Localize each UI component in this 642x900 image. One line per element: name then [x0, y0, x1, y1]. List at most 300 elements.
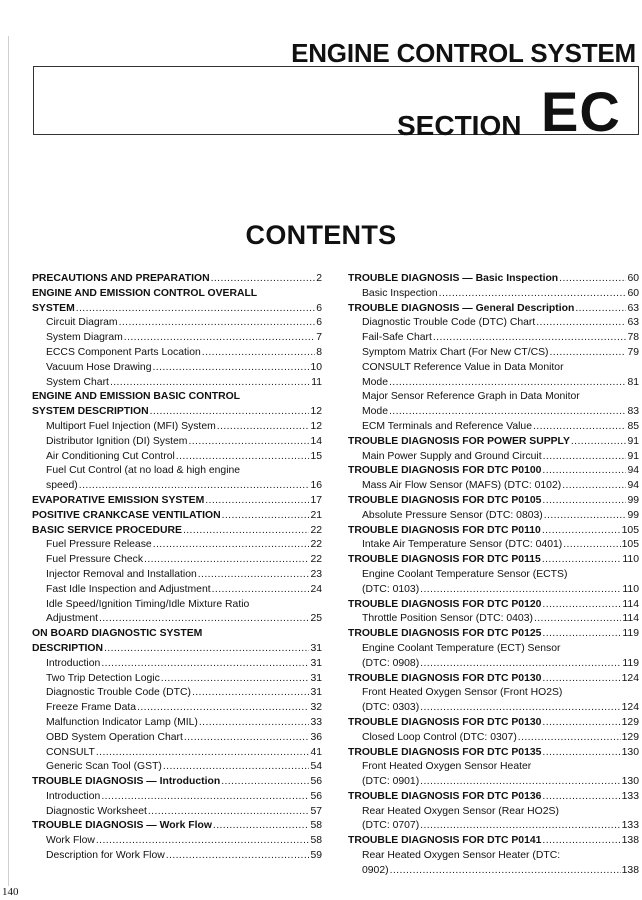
- toc-entry[interactable]: [348, 775, 639, 790]
- toc-entry-page: 99: [627, 494, 639, 506]
- dot-leader: [161, 672, 310, 687]
- toc-entry-title: Diagnostic Trouble Code (DTC) Chart: [362, 317, 536, 329]
- toc-entry[interactable]: [32, 376, 322, 391]
- toc-entry[interactable]: [348, 612, 639, 627]
- dot-leader: [198, 568, 310, 583]
- toc-entry[interactable]: [32, 657, 322, 672]
- toc-entry[interactable]: [32, 494, 322, 509]
- dot-leader: [542, 716, 620, 731]
- toc-entry-title: 0902): [362, 864, 389, 876]
- toc-entry[interactable]: [32, 435, 322, 450]
- toc-entry[interactable]: [348, 494, 639, 509]
- toc-entry[interactable]: [32, 612, 322, 627]
- toc-entry-page: 58: [310, 835, 322, 847]
- toc-entry-page: 133: [621, 820, 639, 832]
- toc-entry-page: 22: [310, 539, 322, 551]
- toc-entry[interactable]: [32, 390, 322, 405]
- toc-entry-title: Work Flow: [46, 835, 95, 847]
- toc-entry-title: Vacuum Hose Drawing: [46, 361, 152, 373]
- toc-entry[interactable]: [32, 405, 322, 420]
- toc-entry-page: 130: [621, 776, 639, 788]
- dot-leader: [542, 627, 621, 642]
- toc-entry-page: 105: [621, 524, 639, 536]
- toc-entry[interactable]: [348, 316, 639, 331]
- toc-entry-page: 91: [627, 450, 639, 462]
- page-number: 140: [2, 886, 19, 898]
- toc-entry-page: 31: [310, 642, 322, 654]
- toc-entry[interactable]: [32, 805, 322, 820]
- toc-entry-page: 41: [310, 746, 322, 758]
- toc-entry-page: 32: [310, 702, 322, 714]
- toc-entry[interactable]: [348, 746, 639, 761]
- toc-entry[interactable]: [348, 598, 639, 613]
- toc-entry[interactable]: [32, 346, 322, 361]
- toc-entry-title: Distributor Ignition (DI) System: [46, 435, 188, 447]
- toc-entry-title: (DTC: 0901): [362, 776, 420, 788]
- toc-entry-title: Malfunction Indicator Lamp (MIL): [46, 716, 198, 728]
- dot-leader: [217, 420, 310, 435]
- contents-heading: CONTENTS: [245, 220, 397, 250]
- toc-entry-title: Symptom Matrix Chart (For New CT/CS): [362, 346, 549, 358]
- dot-leader: [562, 479, 626, 494]
- dot-leader: [148, 805, 310, 820]
- dot-leader: [96, 746, 310, 761]
- toc-entry[interactable]: [348, 657, 639, 672]
- toc-entry-page: 60: [627, 287, 639, 299]
- toc-entry-title: Rear Heated Oxygen Sensor (Rear HO2S): [362, 805, 559, 817]
- dot-leader: [563, 538, 620, 553]
- dot-leader: [420, 657, 621, 672]
- dot-leader: [183, 524, 310, 539]
- toc-entry[interactable]: [348, 553, 639, 568]
- toc-entry-page: 63: [627, 302, 639, 314]
- toc-entry-page: 10: [310, 361, 322, 373]
- toc-entry[interactable]: [348, 272, 639, 287]
- toc-entry[interactable]: [348, 361, 639, 376]
- toc-entry-page: 91: [627, 435, 639, 447]
- toc-entry-title: TROUBLE DIAGNOSIS FOR DTC P0125: [348, 628, 542, 640]
- toc-entry-page: 114: [622, 613, 639, 625]
- dot-leader: [533, 420, 626, 435]
- toc-entry[interactable]: [348, 819, 639, 834]
- toc-entry[interactable]: [32, 420, 322, 435]
- dot-leader: [543, 450, 627, 465]
- dot-leader: [544, 509, 627, 524]
- toc-entry[interactable]: [348, 509, 639, 524]
- dot-leader: [96, 834, 310, 849]
- toc-entry-title: ENGINE AND EMISSION BASIC CONTROL: [32, 391, 241, 403]
- toc-entry[interactable]: [32, 716, 322, 731]
- toc-entry-page: 12: [310, 420, 322, 432]
- toc-entry-title: Absolute Pressure Sensor (DTC: 0803): [362, 509, 543, 521]
- toc-entry[interactable]: [348, 479, 639, 494]
- toc-entry-title: Mode: [362, 376, 388, 388]
- toc-entry-title: TROUBLE DIAGNOSIS FOR DTC P0105: [348, 494, 542, 506]
- toc-entry-title: Introduction: [46, 790, 101, 802]
- dot-leader: [390, 864, 621, 879]
- dot-leader: [153, 361, 310, 376]
- toc-entry-page: 25: [310, 613, 322, 625]
- toc-entry-page: 133: [621, 790, 639, 802]
- dot-leader: [518, 731, 621, 746]
- dot-leader: [542, 598, 621, 613]
- dot-leader: [184, 731, 310, 746]
- toc-entry[interactable]: [32, 464, 322, 479]
- toc-entry-title: TROUBLE DIAGNOSIS FOR DTC P0136: [348, 790, 542, 802]
- toc-entry[interactable]: [32, 627, 322, 642]
- toc-entry[interactable]: [348, 864, 639, 879]
- toc-entry-page: 124: [621, 672, 639, 684]
- toc-entry-title: Rear Heated Oxygen Sensor Heater (DTC:: [362, 850, 561, 862]
- toc-entry-page: 6: [316, 317, 322, 329]
- toc-entry[interactable]: [348, 420, 639, 435]
- dot-leader: [420, 583, 621, 598]
- toc-entry[interactable]: [32, 361, 322, 376]
- toc-entry-page: 124: [621, 702, 639, 714]
- toc-entry-title: Two Trip Detection Logic: [46, 672, 160, 684]
- toc-entry[interactable]: [32, 731, 322, 746]
- toc-entry-page: 31: [310, 687, 322, 699]
- toc-entry-title: Fuel Pressure Release: [46, 539, 152, 551]
- toc-entry-title: (DTC: 0303): [362, 702, 420, 714]
- toc-entry-page: 94: [627, 465, 639, 477]
- toc-entry[interactable]: [32, 583, 322, 598]
- toc-entry[interactable]: [348, 464, 639, 479]
- toc-entry[interactable]: [32, 316, 322, 331]
- dot-leader: [420, 701, 620, 716]
- toc-entry-title: Mass Air Flow Sensor (MAFS) (DTC: 0102): [362, 480, 562, 492]
- toc-entry-page: 17: [310, 494, 322, 506]
- toc-entry[interactable]: [348, 435, 639, 450]
- toc-entry-page: 114: [622, 598, 639, 610]
- dot-leader: [110, 376, 310, 391]
- dot-leader: [101, 657, 309, 672]
- dot-leader: [176, 450, 310, 465]
- dot-leader: [222, 509, 310, 524]
- toc-entry-title: Adjustment: [46, 613, 98, 625]
- dot-leader: [221, 775, 309, 790]
- toc-entry-title: TROUBLE DIAGNOSIS FOR DTC P0130: [348, 716, 542, 728]
- toc-entry-page: 63: [627, 317, 639, 329]
- toc-entry-page: 138: [621, 864, 639, 876]
- toc-entry-page: 60: [627, 273, 639, 284]
- dot-leader: [212, 583, 310, 598]
- toc-entry-title: TROUBLE DIAGNOSIS FOR DTC P0115: [348, 554, 541, 566]
- toc-entry-page: 22: [310, 524, 322, 536]
- toc-entry-page: 21: [310, 509, 322, 521]
- dot-leader: [542, 553, 622, 568]
- toc-entry[interactable]: [348, 834, 639, 849]
- dot-leader: [188, 435, 309, 450]
- toc-entry-title: Major Sensor Reference Graph in Data Monitor: [362, 391, 580, 403]
- toc-entry-title: Closed Loop Control (DTC: 0307): [362, 731, 517, 743]
- toc-entry-title: Fuel Pressure Check: [46, 554, 144, 566]
- toc-entry[interactable]: [348, 583, 639, 598]
- toc-entry-page: 83: [627, 406, 639, 418]
- toc-entry[interactable]: [32, 509, 322, 524]
- toc-entry-title: TROUBLE DIAGNOSIS — General Description: [348, 302, 575, 314]
- toc-entry-title: TROUBLE DIAGNOSIS FOR POWER SUPPLY: [348, 435, 570, 447]
- toc-entry-title: System Diagram: [46, 332, 123, 344]
- toc-entry[interactable]: [348, 790, 639, 805]
- toc-entry[interactable]: [348, 287, 639, 302]
- dot-leader: [542, 524, 621, 539]
- toc-entry-title: Air Conditioning Cut Control: [46, 450, 175, 462]
- toc-entry-page: 110: [622, 583, 639, 595]
- dot-leader: [549, 346, 626, 361]
- toc-entry-title: CONSULT: [46, 746, 95, 758]
- dot-leader: [439, 287, 627, 302]
- dot-leader: [542, 834, 620, 849]
- toc-right-column: [348, 272, 639, 879]
- toc-entry-title: TROUBLE DIAGNOSIS — Introduction: [32, 776, 221, 788]
- toc-entry-title: (DTC: 0908): [362, 657, 420, 669]
- dot-leader: [153, 538, 310, 553]
- toc-entry-title: TROUBLE DIAGNOSIS — Work Flow: [32, 820, 212, 832]
- toc-entry-title: Engine Coolant Temperature Sensor (ECTS): [362, 568, 568, 580]
- toc-entry[interactable]: [348, 805, 639, 820]
- toc-entry-title: Throttle Position Sensor (DTC: 0403): [362, 613, 533, 625]
- toc-entry-page: 138: [621, 835, 639, 847]
- dot-leader: [542, 672, 620, 687]
- dot-leader: [542, 494, 626, 509]
- toc-entry-page: 57: [310, 805, 322, 817]
- dot-leader: [559, 272, 626, 287]
- toc-entry-page: 22: [310, 554, 322, 566]
- toc-entry-page: 33: [310, 716, 322, 728]
- toc-entry[interactable]: [32, 287, 322, 302]
- toc-entry-title: (DTC: 0103): [362, 583, 420, 595]
- toc-entry[interactable]: [348, 849, 639, 864]
- toc-entry-title: Fuel Cut Control (at no load & high engine: [46, 465, 241, 477]
- toc-entry-title: ECM Terminals and Reference Value: [362, 420, 532, 432]
- toc-entry-title: PRECAUTIONS AND PREPARATION: [32, 273, 210, 284]
- toc-entry[interactable]: [348, 568, 639, 583]
- toc-entry[interactable]: [348, 376, 639, 391]
- toc-entry-page: 8: [316, 346, 322, 358]
- toc-entry-page: 119: [622, 628, 639, 640]
- toc-entry-page: 129: [621, 716, 639, 728]
- toc-entry-title: Idle Speed/Ignition Timing/Idle Mixture Ratio: [46, 598, 250, 610]
- toc-entry-title: TROUBLE DIAGNOSIS FOR DTC P0120: [348, 598, 542, 610]
- toc-entry[interactable]: [32, 302, 322, 317]
- toc-entry[interactable]: [32, 819, 322, 834]
- dot-leader: [101, 790, 309, 805]
- toc-entry-title: BASIC SERVICE PROCEDURE: [32, 524, 182, 536]
- toc-entry-title: System Chart: [46, 376, 109, 388]
- toc-entry-title: TROUBLE DIAGNOSIS FOR DTC P0135: [348, 746, 542, 758]
- toc-entry-title: ECCS Component Parts Location: [46, 346, 201, 358]
- dot-leader: [542, 790, 620, 805]
- toc-entry-title: OBD System Operation Chart: [46, 731, 183, 743]
- dot-leader: [389, 376, 626, 391]
- toc-entry[interactable]: [348, 760, 639, 775]
- scan-margin-line: [8, 36, 9, 886]
- dot-leader: [542, 746, 620, 761]
- toc-entry-page: 81: [627, 376, 639, 388]
- toc-entry[interactable]: [348, 405, 639, 420]
- toc-entry-title: Basic Inspection: [362, 287, 438, 299]
- toc-entry-title: Description for Work Flow: [46, 850, 165, 862]
- toc-entry-title: speed): [46, 480, 78, 492]
- toc-entry[interactable]: [32, 331, 322, 346]
- toc-entry[interactable]: [32, 272, 322, 287]
- toc-entry-page: 58: [310, 820, 322, 832]
- dot-leader: [542, 464, 626, 479]
- dot-leader: [124, 331, 315, 346]
- dot-leader: [199, 716, 310, 731]
- toc-entry-title: POSITIVE CRANKCASE VENTILATION: [32, 509, 221, 521]
- toc-entry-page: 130: [621, 746, 639, 758]
- dot-leader: [389, 405, 626, 420]
- toc-entry-title: Diagnostic Worksheet: [46, 805, 147, 817]
- toc-entry[interactable]: [32, 849, 322, 864]
- toc-entry-page: 54: [310, 761, 322, 773]
- dot-leader: [137, 701, 309, 716]
- toc-entry-title: DESCRIPTION: [32, 642, 104, 654]
- dot-leader: [163, 760, 310, 775]
- dot-leader: [202, 346, 315, 361]
- toc-entry-title: SYSTEM DESCRIPTION: [32, 406, 149, 418]
- toc-entry[interactable]: [348, 642, 639, 657]
- dot-leader: [192, 686, 309, 701]
- toc-entry-page: 129: [621, 731, 639, 743]
- toc-entry[interactable]: [348, 731, 639, 746]
- dot-leader: [166, 849, 310, 864]
- section-code: EC: [541, 80, 621, 143]
- toc-entry[interactable]: [348, 701, 639, 716]
- toc-entry-page: 94: [627, 480, 639, 492]
- toc-left-column: [32, 272, 322, 864]
- dot-leader: [433, 331, 627, 346]
- toc-entry-title: TROUBLE DIAGNOSIS FOR DTC P0141: [348, 835, 542, 847]
- toc-entry-page: 16: [310, 480, 322, 492]
- toc-entry-title: Diagnostic Trouble Code (DTC): [46, 687, 191, 699]
- toc-entry-title: Multiport Fuel Injection (MFI) System: [46, 420, 216, 432]
- toc-entry-page: 79: [627, 346, 639, 358]
- toc-entry[interactable]: [32, 642, 322, 657]
- toc-entry-title: TROUBLE DIAGNOSIS — Basic Inspection: [348, 273, 559, 284]
- toc-entry[interactable]: [32, 686, 322, 701]
- toc-entry[interactable]: [32, 672, 322, 687]
- toc-entry-title: Fast Idle Inspection and Adjustment: [46, 583, 211, 595]
- toc-entry-page: 99: [627, 509, 639, 521]
- toc-entry-title: TROUBLE DIAGNOSIS FOR DTC P0100: [348, 465, 542, 477]
- toc-entry[interactable]: [348, 331, 639, 346]
- toc-entry[interactable]: [32, 760, 322, 775]
- toc-entry-page: 36: [310, 731, 322, 743]
- toc-entry[interactable]: [348, 524, 639, 539]
- toc-entry[interactable]: [32, 524, 322, 539]
- toc-entry[interactable]: [348, 390, 639, 405]
- toc-entry-page: 15: [310, 450, 322, 462]
- toc-entry-title: Freeze Frame Data: [46, 702, 137, 714]
- toc-entry-title: CONSULT Reference Value in Data Monitor: [362, 361, 564, 373]
- toc-entry-page: 78: [627, 332, 639, 344]
- toc-entry[interactable]: [348, 716, 639, 731]
- toc-entry[interactable]: [348, 686, 639, 701]
- dot-leader: [420, 819, 620, 834]
- toc-entry-title: ENGINE AND EMISSION CONTROL OVERALL: [32, 287, 258, 299]
- toc-entry-page: 31: [310, 657, 322, 669]
- toc-entry[interactable]: [348, 346, 639, 361]
- dot-leader: [76, 302, 315, 317]
- toc-entry[interactable]: [32, 538, 322, 553]
- dot-leader: [536, 316, 626, 331]
- toc-entry[interactable]: [348, 538, 639, 553]
- toc-entry[interactable]: [32, 553, 322, 568]
- toc-entry-title: Engine Coolant Temperature (ECT) Sensor: [362, 642, 561, 654]
- toc-entry[interactable]: [32, 701, 322, 716]
- toc-entry-page: 12: [310, 406, 322, 418]
- toc-entry-page: 59: [310, 850, 322, 862]
- toc-entry-page: 85: [627, 420, 639, 432]
- dot-leader: [144, 553, 309, 568]
- toc-entry-page: 119: [622, 657, 639, 669]
- toc-entry[interactable]: [32, 834, 322, 849]
- dot-leader: [119, 316, 316, 331]
- dot-leader: [213, 819, 310, 834]
- toc-entry-title: Fail-Safe Chart: [362, 332, 432, 344]
- toc-entry-title: TROUBLE DIAGNOSIS FOR DTC P0130: [348, 672, 542, 684]
- toc-entry-title: Injector Removal and Installation: [46, 568, 197, 580]
- toc-entry[interactable]: [348, 672, 639, 687]
- toc-entry-page: 7: [316, 332, 322, 344]
- manual-title: ENGINE CONTROL SYSTEM: [291, 38, 636, 68]
- toc-entry-page: 56: [310, 790, 322, 802]
- toc-entry-title: TROUBLE DIAGNOSIS FOR DTC P0110: [348, 524, 541, 536]
- dot-leader: [534, 612, 621, 627]
- toc-entry-title: Main Power Supply and Ground Circuit: [362, 450, 542, 462]
- dot-leader: [99, 612, 309, 627]
- toc-entry[interactable]: [32, 479, 322, 494]
- toc-entry[interactable]: [32, 598, 322, 613]
- dot-leader: [571, 435, 627, 450]
- toc-entry[interactable]: [32, 775, 322, 790]
- toc-entry[interactable]: [348, 302, 639, 317]
- dot-leader: [420, 775, 620, 790]
- toc-entry-page: 24: [310, 583, 322, 595]
- dot-leader: [150, 405, 310, 420]
- toc-entry-page: 31: [310, 672, 322, 684]
- toc-entry[interactable]: [32, 790, 322, 805]
- toc-entry-title: Front Heated Oxygen Sensor Heater: [362, 761, 532, 773]
- toc-entry-page: 105: [621, 539, 639, 551]
- toc-entry-title: Generic Scan Tool (GST): [46, 761, 162, 773]
- dot-leader: [211, 272, 316, 287]
- toc-entry[interactable]: [348, 450, 639, 465]
- toc-entry-title: Mode: [362, 406, 388, 418]
- toc-entry[interactable]: [348, 627, 639, 642]
- dot-leader: [205, 494, 309, 509]
- toc-entry-title: ON BOARD DIAGNOSTIC SYSTEM: [32, 628, 203, 640]
- toc-entry-title: Circuit Diagram: [46, 317, 118, 329]
- toc-entry-page: 14: [310, 435, 322, 447]
- dot-leader: [575, 302, 626, 317]
- toc-entry-title: EVAPORATIVE EMISSION SYSTEM: [32, 494, 205, 506]
- toc-entry[interactable]: [32, 450, 322, 465]
- toc-entry-page: 2: [316, 273, 322, 284]
- section-label: SECTION: [397, 110, 522, 141]
- toc-entry[interactable]: [32, 746, 322, 761]
- toc-entry[interactable]: [32, 568, 322, 583]
- toc-entry-title: Intake Air Temperature Sensor (DTC: 0401): [362, 539, 563, 551]
- toc-entry-page: 6: [316, 302, 322, 314]
- toc-entry-page: 11: [311, 376, 322, 388]
- dot-leader: [79, 479, 310, 494]
- toc-entry-title: SYSTEM: [32, 302, 75, 314]
- toc-entry-page: 56: [310, 776, 322, 788]
